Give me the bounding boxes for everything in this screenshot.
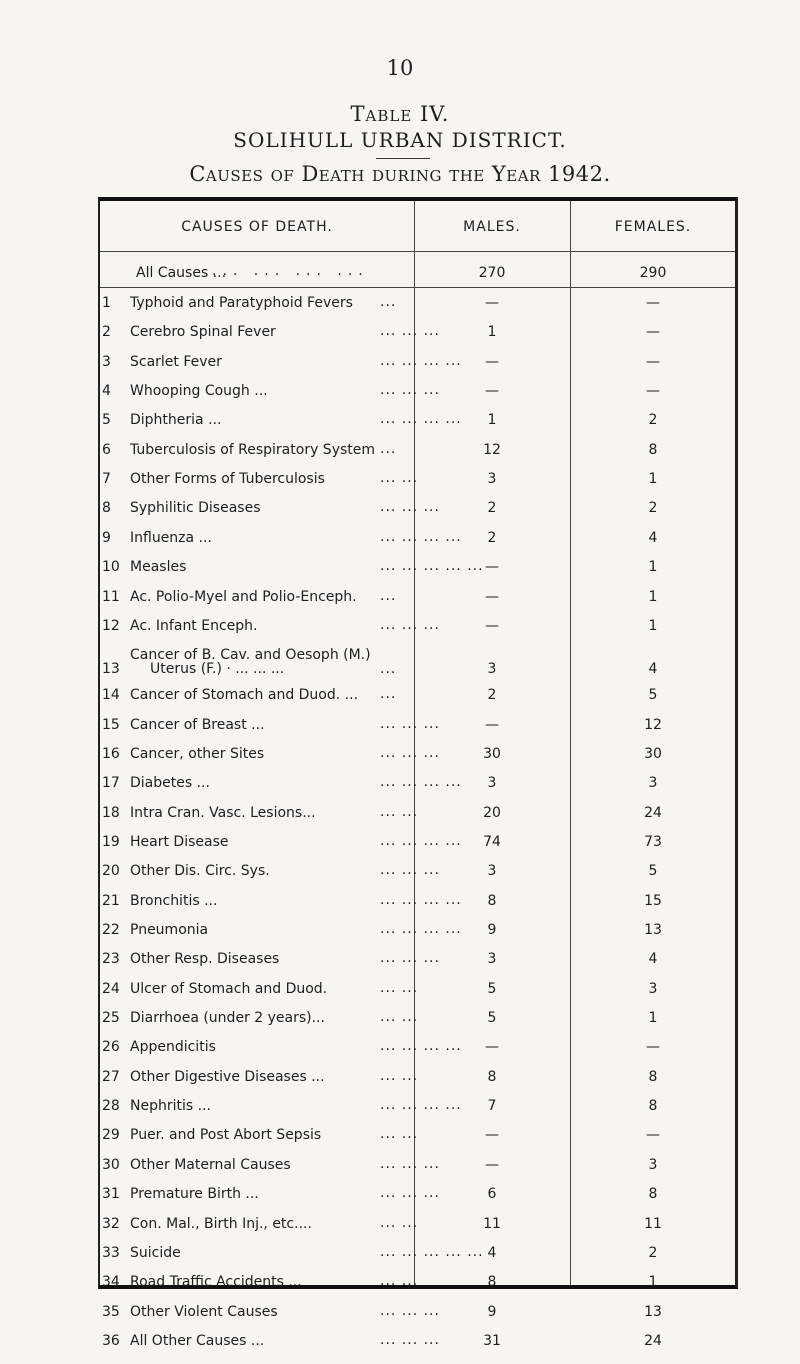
males-count: —: [485, 716, 499, 733]
cause-label: Typhoid and Paratyphoid Fevers: [130, 295, 353, 311]
leader-dots: ... ... ... ...: [380, 528, 462, 545]
row-number: 7: [102, 471, 111, 488]
leader-dots: ...: [380, 440, 397, 457]
row-number: 30: [102, 1156, 120, 1173]
all-causes-females: 290: [639, 265, 667, 281]
females-count: 3: [648, 1156, 658, 1173]
leader-dots: ...: [380, 661, 397, 678]
leader-dots: ... ... ... ... ...: [380, 1243, 484, 1260]
females-count: 2: [648, 1244, 658, 1261]
row-number: 6: [102, 441, 111, 458]
females-count: 4: [648, 661, 658, 678]
cause-label: All Other Causes ...: [130, 1332, 265, 1349]
females-count: 1: [648, 588, 658, 605]
row-number: 5: [102, 412, 111, 429]
table-title: Table IV.: [350, 102, 450, 126]
table-row: [100, 412, 735, 443]
table-row: [100, 442, 735, 473]
row-number: 4: [102, 383, 111, 400]
cause-label: Nephritis ...: [130, 1098, 211, 1115]
table-row: [100, 354, 735, 385]
cause-label: Intra Cran. Vasc. Lesions...: [130, 804, 316, 821]
district-title: SOLIHULL URBAN DISTRICT.: [233, 128, 567, 152]
females-count: 3: [648, 980, 658, 997]
row-number: 3: [102, 353, 111, 370]
header-females: FEMALES.: [614, 219, 692, 235]
leader-dots: ... ... ...: [380, 1155, 440, 1172]
cause-label: Ulcer of Stomach and Duod.: [130, 980, 328, 997]
leader-dots: ... ... ... ...: [380, 774, 462, 791]
table-row: [100, 775, 735, 806]
table-row: [100, 324, 735, 355]
row-number: 32: [102, 1215, 120, 1232]
table-row: [100, 1039, 735, 1070]
table-row: [100, 1010, 735, 1041]
males-count: 3: [487, 863, 497, 880]
title-divider: [376, 158, 430, 159]
females-count: 2: [648, 500, 658, 517]
females-count: 2: [648, 412, 658, 429]
cause-label: Other Digestive Diseases ...: [130, 1068, 325, 1085]
row-number: 36: [102, 1332, 120, 1349]
leader-dots: ... ... ... ...: [380, 1097, 462, 1114]
header-males: MALES.: [463, 219, 521, 235]
row-number: 31: [102, 1186, 120, 1203]
leader-dots: ... ... ... ...: [380, 352, 462, 369]
row-number: 16: [102, 745, 120, 762]
header-causes: CAUSES OF DEATH.: [181, 219, 333, 235]
leader-dots: ... ...: [380, 470, 419, 487]
cause-label: Premature Birth ...: [130, 1186, 259, 1203]
males-count: —: [485, 353, 499, 370]
cause-label: Diphtheria ...: [130, 412, 222, 429]
males-count: 74: [483, 833, 501, 850]
table-row: [100, 717, 735, 748]
table-row: [100, 471, 735, 502]
table-row: [100, 1127, 735, 1158]
leader-dots: ... ...: [380, 979, 419, 996]
females-count: —: [646, 324, 660, 341]
leader-dots: ...: [380, 294, 397, 310]
row-number: 12: [102, 617, 120, 634]
males-count: 2: [487, 687, 497, 704]
row-number: 14: [102, 687, 120, 704]
males-count: 6: [487, 1186, 497, 1203]
females-count: —: [646, 353, 660, 370]
leader-dots: ... ... ... ...: [380, 411, 462, 428]
males-count: 2: [487, 529, 497, 546]
page-number: 10: [386, 56, 414, 80]
cause-label: Puer. and Post Abort Sepsis: [130, 1127, 322, 1144]
table-row: [100, 863, 735, 894]
cause-label: Diabetes ...: [130, 775, 210, 792]
row-number: 8: [102, 500, 111, 517]
cause-label: Whooping Cough ...: [130, 383, 268, 400]
females-count: —: [646, 383, 660, 400]
females-count: 8: [648, 1186, 658, 1203]
cause-label: Bronchitis ...: [130, 892, 218, 909]
females-count: 15: [644, 892, 662, 909]
table-row: [100, 559, 735, 590]
cause-label: Road Traffic Accidents ...: [130, 1274, 302, 1291]
cause-label: Syphilitic Diseases: [130, 500, 261, 517]
cause-label: Measles: [130, 559, 187, 576]
row-number: 22: [102, 922, 120, 938]
table-row: [100, 647, 735, 678]
females-count: 8: [648, 441, 658, 458]
females-count: 24: [644, 804, 662, 821]
row-number: 33: [102, 1244, 120, 1261]
leader-dots: ... ... ...: [380, 1185, 440, 1202]
table-row: [100, 383, 735, 414]
table-row: [100, 1186, 735, 1217]
cause-label: Pneumonia: [130, 922, 209, 938]
table-row: [100, 589, 735, 620]
row-number: 26: [102, 1039, 120, 1056]
cause-label: Influenza ...: [130, 529, 212, 546]
leader-dots: ... ... ... ...: [380, 1038, 462, 1055]
males-count: 8: [487, 1068, 497, 1085]
table-row: [100, 1304, 735, 1335]
table-row: [100, 687, 735, 718]
row-number: 27: [102, 1068, 120, 1085]
causes-of-death-table: [98, 197, 738, 1349]
females-count: 13: [644, 1303, 662, 1320]
leader-dots: ... ... ...: [380, 744, 440, 761]
males-count: —: [485, 588, 499, 605]
females-count: 4: [648, 951, 658, 968]
row-number: 35: [102, 1303, 120, 1320]
males-count: 1: [487, 412, 497, 429]
cause-label: Other Maternal Causes: [130, 1156, 291, 1173]
row-number: 17: [102, 775, 120, 792]
males-count: 9: [487, 1303, 497, 1320]
leader-dots: ... ... ...: [380, 382, 440, 399]
table-row: [100, 893, 735, 924]
row-number: 1: [102, 295, 111, 311]
females-count: —: [646, 1039, 660, 1056]
males-count: 12: [483, 441, 501, 458]
males-count: —: [485, 383, 499, 400]
all-causes-label: All Causes ...: [136, 265, 227, 281]
females-count: 8: [648, 1068, 658, 1085]
table-row: [100, 500, 735, 531]
males-count: 3: [487, 661, 497, 678]
leader-dots: ... ... ...: [380, 323, 440, 340]
row-number: 23: [102, 951, 120, 968]
leader-dots: ... ...: [380, 1067, 419, 1084]
row-number: 24: [102, 980, 120, 997]
cause-label: Ac. Polio-Myel and Polio-Enceph.: [130, 588, 357, 605]
females-count: 13: [644, 922, 662, 938]
leader-dots: ... ... ... ...: [380, 891, 462, 908]
table-row: [100, 618, 735, 649]
females-count: 5: [648, 687, 658, 704]
table-row: [100, 922, 735, 953]
males-count: 9: [487, 922, 497, 938]
row-number: 19: [102, 833, 120, 850]
leader-dots: ... ... ... ...: [380, 921, 462, 937]
females-count: 1: [648, 1274, 658, 1291]
cause-label: Cancer of Breast ...: [130, 716, 265, 733]
females-count: 3: [648, 775, 658, 792]
males-count: 30: [483, 745, 501, 762]
table-row: [100, 1069, 735, 1100]
leader-dots: ...: [380, 587, 397, 604]
males-count: —: [485, 617, 499, 634]
row-number: 9: [102, 529, 111, 546]
males-count: 8: [487, 1274, 497, 1291]
row-number: 21: [102, 892, 120, 909]
cause-label: Cancer of B. Cav. and Oesoph (M.): [130, 647, 371, 664]
cause-label: Suicide: [130, 1244, 181, 1261]
row-number: 34: [102, 1274, 120, 1291]
males-count: 3: [487, 951, 497, 968]
females-count: 1: [648, 1010, 658, 1027]
leader-dots: ... ... ...: [380, 616, 440, 633]
header-divider: [100, 251, 735, 252]
cause-label: Tuberculosis of Respiratory System: [130, 441, 376, 458]
males-count: —: [485, 559, 499, 576]
males-count: 20: [483, 804, 501, 821]
females-count: 8: [648, 1098, 658, 1115]
males-count: 3: [487, 471, 497, 488]
females-count: 11: [644, 1215, 662, 1232]
row-number: 28: [102, 1098, 120, 1115]
females-count: 4: [648, 529, 658, 546]
row-number: 10: [102, 559, 120, 576]
males-count: 5: [487, 1010, 497, 1027]
table-row: [100, 746, 735, 777]
leader-dots: ... ... ...: [380, 950, 440, 967]
cause-label: Other Violent Causes: [130, 1303, 278, 1320]
row-number: 11: [102, 588, 120, 605]
cause-label: Heart Disease: [130, 833, 229, 850]
males-count: 1: [487, 324, 497, 341]
leader-dots: ... ...: [380, 1009, 419, 1026]
females-count: —: [646, 1127, 660, 1144]
males-count: —: [485, 295, 499, 311]
table-row: [100, 805, 735, 836]
cause-label: Cerebro Spinal Fever: [130, 324, 276, 341]
table-row: [100, 1216, 735, 1247]
cause-label: Diarrhoea (under 2 years)...: [130, 1010, 325, 1027]
leader-dots: ... ...: [380, 803, 419, 820]
table-row: [100, 1157, 735, 1188]
females-count: 1: [648, 471, 658, 488]
leader-dots: ... ...: [380, 1126, 419, 1143]
males-count: —: [485, 1156, 499, 1173]
females-count: 24: [644, 1332, 662, 1349]
leader-dots: ... ...: [380, 1214, 419, 1231]
row-number: 25: [102, 1010, 120, 1027]
leader-dots: ... ... ...: [380, 715, 440, 732]
row-number: 18: [102, 804, 120, 821]
males-count: 2: [487, 500, 497, 517]
females-count: 1: [648, 617, 658, 634]
cause-label: Cancer, other Sites: [130, 745, 265, 762]
all-causes-divider: [100, 287, 735, 288]
females-count: 73: [644, 833, 662, 850]
leader-dots: ... ... ... ... ...: [380, 558, 484, 575]
table-row: [100, 834, 735, 865]
males-count: 8: [487, 892, 497, 909]
leader-dots: ... ... ...: [380, 862, 440, 879]
males-count: —: [485, 1127, 499, 1144]
leader-dots: ...: [380, 686, 397, 703]
table-row: [100, 1245, 735, 1276]
row-number: 29: [102, 1127, 120, 1144]
cause-label: Other Dis. Circ. Sys.: [130, 863, 270, 880]
males-count: 31: [483, 1332, 501, 1349]
leader-dots: ... ... ...: [380, 1331, 440, 1348]
table-row: [100, 1333, 735, 1364]
table-row: [100, 530, 735, 561]
row-number: 15: [102, 716, 120, 733]
cause-label: Ac. Infant Enceph.: [130, 617, 258, 634]
cause-label: Other Forms of Tuberculosis: [130, 471, 325, 488]
males-count: 11: [483, 1215, 501, 1232]
males-count: 5: [487, 980, 497, 997]
cause-label: Con. Mal., Birth Inj., etc....: [130, 1215, 312, 1232]
all-causes-leader: ... ... ... ...: [212, 263, 369, 279]
cause-label: Other Resp. Diseases: [130, 951, 280, 968]
cause-label: Scarlet Fever: [130, 353, 222, 370]
table-subtitle: Causes of Death during the Year 1942.: [189, 162, 611, 186]
cause-label: Cancer of Stomach and Duod. ...: [130, 687, 359, 704]
females-count: 30: [644, 745, 662, 762]
table-row: [100, 1274, 735, 1305]
row-number: 20: [102, 863, 120, 880]
males-count: 4: [487, 1244, 497, 1261]
all-causes-males: 270: [478, 265, 506, 281]
table-row: [100, 951, 735, 982]
leader-dots: ... ... ...: [380, 499, 440, 516]
females-count: —: [646, 295, 660, 311]
males-count: —: [485, 1039, 499, 1056]
table-row: [100, 295, 735, 326]
females-count: 1: [648, 559, 658, 576]
leader-dots: ... ... ... ...: [380, 832, 462, 849]
table-row: [100, 1098, 735, 1129]
row-number: 13: [102, 661, 120, 678]
females-count: 5: [648, 863, 658, 880]
table-row: [100, 981, 735, 1012]
row-number: 2: [102, 324, 111, 341]
leader-dots: ... ... ...: [380, 1302, 440, 1319]
males-count: 3: [487, 775, 497, 792]
males-count: 7: [487, 1098, 497, 1115]
females-count: 12: [644, 716, 662, 733]
cause-label: Appendicitis: [130, 1039, 216, 1056]
leader-dots: ... ...: [380, 1273, 419, 1290]
cause-label-continued: Uterus (F.) · ... ... ...: [150, 661, 285, 678]
